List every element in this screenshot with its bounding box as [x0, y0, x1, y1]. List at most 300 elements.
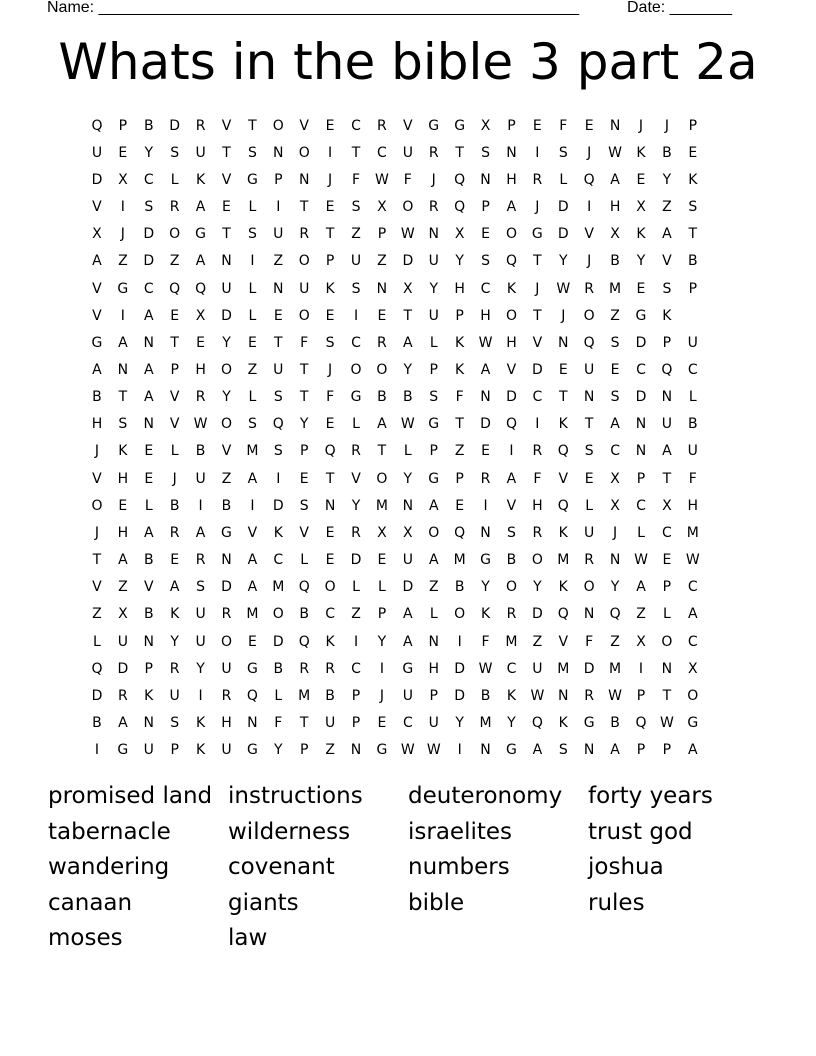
- word-list-item: promised land: [48, 783, 213, 809]
- grid-letter: R: [117, 687, 128, 704]
- grid-letter: D: [402, 579, 414, 596]
- grid-letter: R: [377, 117, 387, 134]
- grid-letter: A: [506, 199, 517, 216]
- grid-letter: L: [300, 552, 309, 569]
- grid-letter: I: [509, 443, 514, 460]
- grid-letter: K: [195, 742, 206, 759]
- grid-row: [84, 465, 732, 492]
- grid-letter: T: [299, 361, 309, 378]
- grid-letter: E: [325, 416, 335, 433]
- grid-letter: U: [661, 416, 673, 433]
- grid-letter: U: [299, 280, 310, 297]
- grid-letter: T: [533, 307, 542, 324]
- grid-row: [84, 601, 732, 628]
- grid-letter: Y: [610, 579, 620, 596]
- grid-letter: D: [635, 389, 647, 406]
- grid-letter: U: [221, 660, 232, 677]
- grid-letter: K: [195, 715, 206, 732]
- grid-letter: U: [428, 307, 439, 324]
- grid-letter: Y: [274, 742, 283, 759]
- grid-row: [84, 139, 732, 166]
- grid-letter: B: [143, 606, 154, 623]
- grid-letter: N: [143, 715, 154, 732]
- grid-letter: L: [637, 524, 645, 541]
- grid-letter: Q: [298, 579, 310, 596]
- grid-letter: C: [610, 443, 620, 460]
- grid-letter: B: [610, 715, 620, 732]
- grid-letter: L: [662, 606, 671, 623]
- grid-letter: O: [91, 497, 103, 514]
- grid-letter: R: [169, 660, 180, 677]
- grid-letter: N: [376, 280, 388, 297]
- grid-letter: E: [144, 443, 154, 460]
- grid-letter: P: [688, 280, 698, 297]
- grid-letter: D: [221, 307, 232, 324]
- grid-letter: U: [687, 443, 698, 460]
- grid-letter: A: [195, 524, 206, 541]
- grid-letter: U: [532, 660, 543, 677]
- grid-letter: P: [299, 443, 309, 460]
- grid-letter: O: [169, 226, 181, 243]
- grid-letter: E: [481, 226, 490, 243]
- grid-letter: O: [661, 633, 673, 650]
- grid-letter: E: [481, 443, 490, 460]
- grid-row: [84, 682, 732, 709]
- grid-letter: C: [143, 171, 154, 188]
- grid-letter: U: [428, 253, 439, 270]
- grid-letter: E: [455, 497, 465, 514]
- grid-letter: P: [429, 443, 438, 460]
- grid-letter: O: [220, 416, 232, 433]
- grid-letter: A: [403, 606, 413, 623]
- grid-letter: K: [636, 144, 646, 161]
- grid-letter: V: [532, 334, 543, 351]
- grid-letter: K: [662, 307, 672, 324]
- grid-letter: H: [428, 660, 439, 677]
- grid-letter: A: [118, 715, 128, 732]
- grid-letter: O: [505, 579, 517, 596]
- grid-letter: N: [558, 687, 569, 704]
- grid-letter: K: [558, 579, 568, 596]
- grid-letter: D: [454, 687, 466, 704]
- grid-letter: Y: [403, 361, 413, 378]
- grid-letter: H: [221, 715, 232, 732]
- grid-letter: U: [143, 742, 154, 759]
- grid-letter: R: [351, 443, 361, 460]
- grid-letter: S: [247, 416, 257, 433]
- grid-letter: L: [585, 497, 594, 514]
- grid-letter: P: [636, 470, 646, 487]
- grid-letter: G: [506, 742, 517, 759]
- grid-letter: S: [299, 497, 309, 514]
- grid-letter: K: [480, 606, 491, 623]
- grid-letter: W: [375, 171, 389, 188]
- grid-letter: S: [325, 334, 335, 351]
- word-list-item: giants: [228, 889, 299, 916]
- grid-letter: K: [506, 687, 517, 704]
- grid-letter: Q: [454, 171, 466, 188]
- grid-letter: B: [662, 144, 672, 161]
- grid-letter: Y: [455, 253, 464, 270]
- grid-letter: P: [377, 606, 387, 623]
- grid-letter: T: [92, 552, 102, 569]
- grid-letter: A: [610, 171, 620, 188]
- grid-letter: B: [377, 389, 387, 406]
- grid-letter: O: [583, 307, 595, 324]
- grid-letter: R: [584, 552, 595, 569]
- grid-row: [84, 547, 732, 574]
- grid-row: [84, 384, 732, 411]
- grid-letter: A: [377, 416, 387, 433]
- grid-letter: L: [274, 687, 283, 704]
- grid-letter: T: [558, 389, 568, 406]
- grid-letter: H: [91, 416, 103, 433]
- grid-letter: G: [480, 552, 491, 569]
- grid-letter: S: [170, 715, 180, 732]
- grid-letter: Q: [324, 443, 336, 460]
- grid-letter: E: [558, 361, 568, 378]
- grid-letter: N: [506, 144, 517, 161]
- grid-letter: C: [402, 715, 413, 732]
- grid-letter: R: [532, 443, 543, 460]
- grid-letter: Q: [298, 633, 310, 650]
- grid-letter: R: [221, 687, 232, 704]
- grid-letter: L: [170, 443, 179, 460]
- grid-letter: K: [558, 524, 568, 541]
- grid-letter: T: [351, 144, 361, 161]
- grid-letter: A: [480, 361, 491, 378]
- grid-letter: O: [505, 307, 517, 324]
- grid-letter: V: [92, 199, 102, 216]
- grid-letter: D: [402, 253, 414, 270]
- grid-letter: Y: [351, 497, 361, 514]
- grid-letter: B: [480, 687, 491, 704]
- grid-letter: J: [587, 144, 592, 161]
- grid-letter: T: [299, 199, 309, 216]
- grid-letter: M: [686, 524, 699, 541]
- grid-letter: B: [92, 715, 102, 732]
- grid-letter: G: [428, 117, 440, 134]
- word-list-item: numbers: [408, 854, 510, 880]
- grid-letter: X: [377, 524, 387, 541]
- grid-letter: N: [402, 497, 414, 514]
- grid-letter: M: [479, 715, 492, 732]
- grid-letter: R: [584, 280, 595, 297]
- grid-letter: R: [299, 660, 310, 677]
- grid-letter: H: [454, 280, 465, 297]
- grid-letter: C: [377, 144, 387, 161]
- grid-letter: R: [532, 171, 543, 188]
- grid-letter: O: [220, 633, 232, 650]
- grid-letter: O: [272, 117, 284, 134]
- grid-row: [84, 329, 732, 356]
- grid-letter: C: [636, 497, 646, 514]
- grid-letter: V: [247, 524, 258, 541]
- word-list-item: covenant: [228, 854, 335, 880]
- grid-letter: Q: [195, 280, 207, 297]
- grid-letter: P: [455, 470, 464, 487]
- grid-letter: C: [687, 361, 698, 378]
- grid-letter: A: [428, 552, 439, 569]
- grid-letter: I: [328, 144, 333, 161]
- grid-letter: R: [480, 470, 491, 487]
- grid-letter: T: [118, 389, 128, 406]
- grid-letter: G: [428, 470, 440, 487]
- grid-letter: C: [662, 524, 672, 541]
- grid-letter: O: [687, 687, 699, 704]
- grid-letter: Q: [583, 171, 595, 188]
- grid-letter: P: [325, 253, 335, 270]
- grid-letter: J: [94, 524, 100, 541]
- grid-letter: A: [143, 307, 154, 324]
- grid-letter: W: [659, 715, 674, 732]
- grid-letter: J: [638, 117, 644, 134]
- grid-letter: I: [353, 307, 359, 324]
- grid-letter: X: [403, 280, 413, 297]
- grid-letter: S: [351, 199, 361, 216]
- grid-letter: F: [351, 171, 361, 188]
- grid-letter: P: [351, 715, 361, 732]
- grid-letter: R: [532, 524, 543, 541]
- grid-letter: T: [662, 470, 672, 487]
- grid-letter: Z: [351, 226, 361, 243]
- grid-letter: E: [377, 715, 387, 732]
- grid-letter: Z: [377, 253, 387, 270]
- grid-letter: R: [428, 144, 439, 161]
- grid-letter: I: [483, 497, 488, 514]
- grid-letter: C: [636, 361, 646, 378]
- grid-letter: W: [478, 660, 493, 677]
- grid-letter: G: [91, 334, 103, 351]
- grid-letter: L: [144, 497, 153, 514]
- grid-letter: C: [532, 389, 543, 406]
- grid-letter: K: [506, 280, 517, 297]
- grid-letter: N: [480, 524, 491, 541]
- grid-letter: X: [636, 199, 646, 216]
- grid-letter: I: [535, 144, 540, 161]
- grid-letter: T: [688, 226, 698, 243]
- grid-letter: B: [610, 253, 620, 270]
- grid-letter: S: [558, 742, 568, 759]
- grid-letter: C: [480, 280, 491, 297]
- grid-letter: X: [195, 307, 206, 324]
- grid-letter: Y: [222, 389, 231, 406]
- grid-letter: F: [300, 334, 309, 351]
- grid-letter: N: [480, 389, 491, 406]
- grid-letter: R: [506, 606, 517, 623]
- grid-letter: Q: [583, 334, 595, 351]
- grid-letter: N: [661, 660, 673, 677]
- grid-letter: N: [324, 497, 336, 514]
- grid-letter: O: [298, 307, 310, 324]
- grid-letter: K: [455, 334, 465, 351]
- grid-letter: E: [325, 117, 335, 134]
- grid-letter: B: [143, 552, 154, 569]
- grid-letter: F: [455, 389, 464, 406]
- word-list-item: deuteronomy: [408, 783, 563, 809]
- word-list-item: wilderness: [228, 818, 351, 845]
- grid-row: [84, 356, 732, 383]
- grid-letter: B: [454, 579, 465, 596]
- grid-letter: Z: [118, 579, 128, 596]
- grid-letter: L: [170, 171, 179, 188]
- grid-letter: R: [195, 389, 206, 406]
- grid-letter: Y: [533, 579, 542, 596]
- grid-letter: A: [143, 389, 154, 406]
- grid-letter: Z: [454, 443, 465, 460]
- grid-row: [84, 275, 732, 302]
- word-list-item: instructions: [228, 783, 363, 809]
- grid-letter: O: [298, 253, 310, 270]
- grid-letter: T: [325, 226, 335, 243]
- grid-letter: T: [325, 470, 335, 487]
- grid-letter: A: [118, 552, 128, 569]
- grid-letter: R: [428, 199, 439, 216]
- grid-letter: X: [610, 226, 620, 243]
- grid-letter: X: [610, 470, 620, 487]
- grid-letter: V: [92, 280, 102, 297]
- grid-letter: I: [353, 633, 359, 650]
- grid-letter: X: [610, 497, 620, 514]
- grid-letter: P: [170, 361, 179, 378]
- grid-letter: K: [455, 361, 465, 378]
- grid-letter: M: [453, 552, 466, 569]
- grid-letter: A: [247, 552, 258, 569]
- grid-letter: W: [634, 552, 648, 569]
- grid-letter: X: [454, 226, 465, 243]
- grid-letter: I: [587, 199, 592, 216]
- grid-letter: G: [246, 660, 258, 677]
- name-field-label: Name: ______________________________________________________: [47, 0, 580, 16]
- grid-letter: B: [687, 253, 698, 270]
- grid-letter: N: [428, 633, 439, 650]
- grid-letter: W: [556, 280, 571, 297]
- grid-letter: S: [144, 199, 154, 216]
- grid-letter: N: [583, 389, 595, 406]
- grid-row: [84, 166, 732, 193]
- grid-letter: Q: [557, 606, 569, 623]
- grid-letter: N: [583, 606, 595, 623]
- grid-letter: M: [505, 633, 518, 650]
- grid-letter: E: [118, 144, 128, 161]
- grid-letter: A: [118, 334, 128, 351]
- grid-letter: U: [91, 144, 103, 161]
- grid-letter: J: [664, 117, 669, 134]
- grid-letter: S: [558, 144, 568, 161]
- grid-letter: Z: [273, 253, 284, 270]
- grid-letter: C: [687, 579, 698, 596]
- grid-letter: P: [351, 687, 361, 704]
- grid-letter: I: [198, 687, 203, 704]
- word-list-item: joshua: [588, 854, 664, 880]
- grid-letter: L: [688, 389, 697, 406]
- grid-letter: N: [635, 443, 647, 460]
- grid-letter: B: [506, 552, 517, 569]
- word-list-item: rules: [588, 889, 645, 916]
- grid-letter: Z: [247, 361, 258, 378]
- grid-letter: A: [428, 497, 439, 514]
- grid-letter: W: [193, 416, 208, 433]
- grid-letter: J: [328, 171, 333, 188]
- grid-letter: Q: [91, 660, 103, 677]
- grid-letter: J: [535, 199, 540, 216]
- grid-letter: Q: [91, 117, 103, 134]
- grid-letter: E: [377, 552, 387, 569]
- grid-letter: T: [299, 389, 309, 406]
- grid-letter: S: [688, 199, 698, 216]
- grid-letter: E: [325, 199, 335, 216]
- grid-row: [84, 411, 732, 438]
- grid-letter: D: [143, 226, 155, 243]
- grid-letter: Z: [428, 579, 439, 596]
- grid-letter: P: [507, 117, 516, 134]
- grid-letter: O: [454, 606, 466, 623]
- grid-letter: H: [117, 470, 129, 487]
- grid-letter: W: [608, 687, 622, 704]
- grid-letter: G: [531, 226, 543, 243]
- grid-letter: E: [662, 552, 672, 569]
- grid-letter: R: [169, 524, 180, 541]
- grid-letter: S: [247, 144, 257, 161]
- grid-letter: J: [94, 443, 100, 460]
- grid-letter: L: [352, 416, 360, 433]
- grid-letter: K: [325, 633, 335, 650]
- grid-letter: E: [118, 497, 128, 514]
- grid-letter: O: [272, 606, 284, 623]
- grid-letter: S: [196, 579, 206, 596]
- grid-letter: N: [143, 334, 154, 351]
- grid-letter: Y: [455, 715, 464, 732]
- grid-letter: K: [195, 171, 206, 188]
- grid-letter: O: [505, 226, 517, 243]
- grid-letter: I: [638, 660, 644, 677]
- grid-letter: D: [169, 117, 181, 134]
- grid-letter: E: [144, 470, 154, 487]
- grid-letter: E: [325, 307, 335, 324]
- grid-row: [84, 438, 732, 465]
- grid-letter: Q: [454, 524, 466, 541]
- grid-letter: Z: [118, 253, 128, 270]
- grid-letter: L: [559, 171, 568, 188]
- grid-letter: S: [118, 416, 128, 433]
- grid-letter: N: [143, 416, 154, 433]
- grid-letter: K: [558, 416, 568, 433]
- grid-letter: R: [195, 552, 206, 569]
- grid-letter: E: [636, 280, 646, 297]
- grid-letter: A: [403, 633, 413, 650]
- grid-letter: P: [662, 334, 672, 351]
- word-list-item: wandering: [48, 854, 170, 880]
- grid-letter: U: [273, 361, 284, 378]
- word-list-item: bible: [408, 889, 465, 916]
- grid-letter: U: [402, 144, 413, 161]
- grid-letter: M: [375, 497, 388, 514]
- grid-letter: J: [613, 524, 618, 541]
- grid-letter: E: [584, 117, 594, 134]
- grid-letter: G: [583, 715, 595, 732]
- grid-letter: A: [662, 443, 672, 460]
- grid-letter: D: [506, 389, 517, 406]
- grid-letter: T: [222, 226, 231, 243]
- grid-letter: D: [557, 226, 569, 243]
- grid-letter: T: [584, 416, 594, 433]
- word-list: [48, 779, 768, 957]
- grid-letter: E: [170, 307, 180, 324]
- grid-letter: G: [376, 742, 388, 759]
- grid-letter: T: [377, 443, 387, 460]
- puzzle-title: Whats in the bible 3 part 2a: [58, 33, 758, 91]
- grid-letter: E: [222, 199, 231, 216]
